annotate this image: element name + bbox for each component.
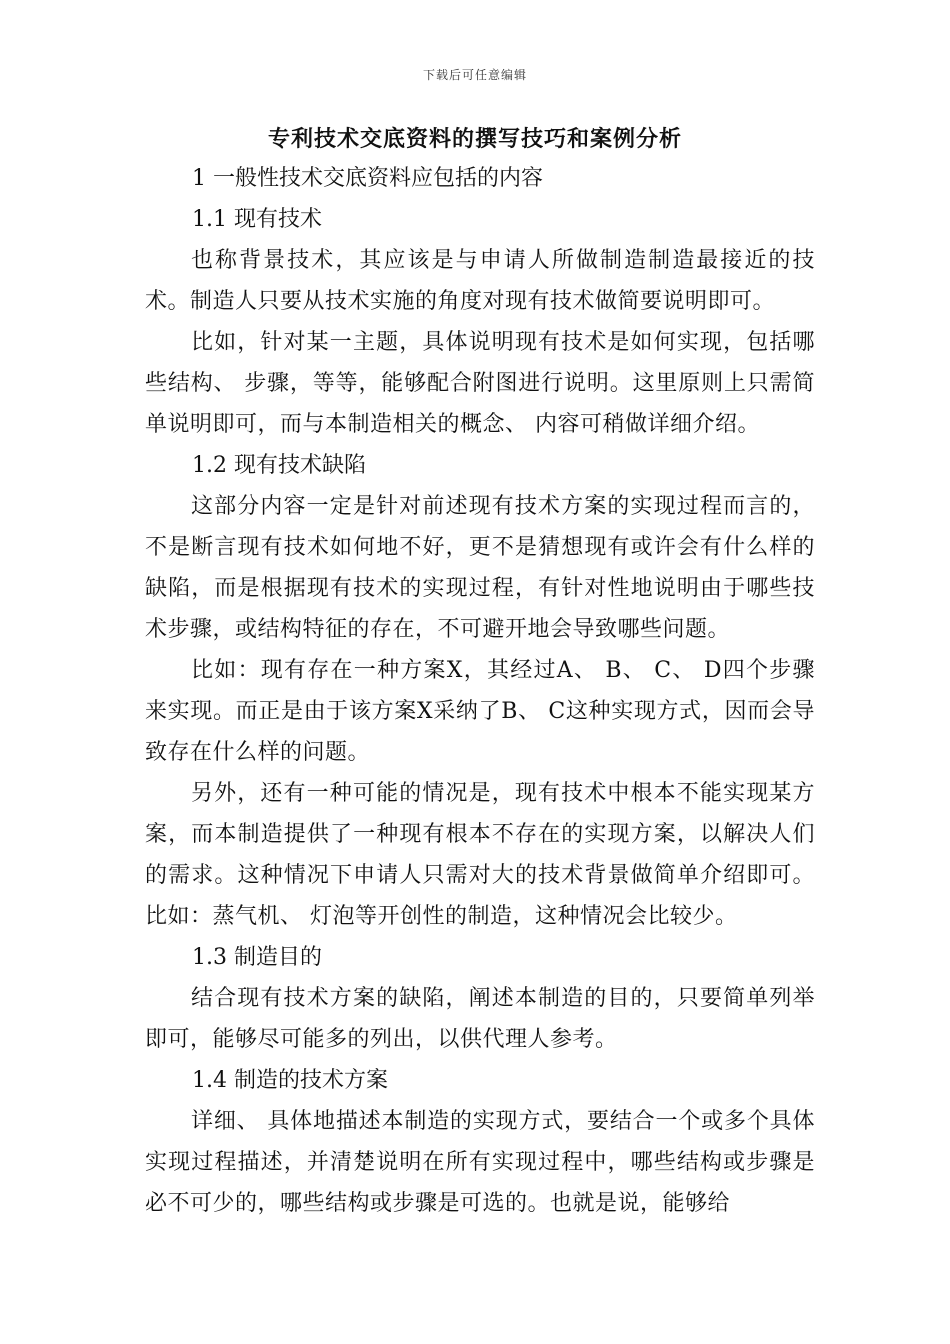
section-heading-1-3: 1.3 制造目的 — [192, 945, 322, 970]
paragraph-example-2: 比如：现有存在一种方案X，其经过A、 B、 C、 D四个步骤来实现。而正是由于该方案X采纳了B、 C这种实现方式，因而会导致存在什么样的问题。 — [145, 658, 815, 765]
section-heading-1-1: 1.1 现有技术 — [192, 207, 322, 232]
document-title: 专利技术交底资料的撰写技巧和案例分析 — [267, 127, 682, 152]
section-heading-1-4: 1.4 制造的技术方案 — [192, 1068, 388, 1093]
paragraph-example-1: 比如，针对某一主题，具体说明现有技术是如何实现，包括哪些结构、 步骤，等等，能够配合附图进行说明。这里原则上只需简单说明即可，而与本制造相关的概念、 内容可稍做详细介绍。 — [145, 330, 815, 437]
section-heading-1: 1 一般性技术交底资料应包括的内容 — [192, 166, 543, 191]
paragraph-other-case: 另外，还有一种可能的情况是，现有技术中根本不能实现某方案，而本制造提供了一种现有根本不存在的实现方案，以解决人们的需求。这种情况下申请人只需对大的技术背景做简单介绍即可。比如：蒸气机、 灯泡等开创性的制造，这种情况会比较少。 — [145, 781, 815, 929]
document-body — [145, 158, 815, 1224]
paragraph-background-tech: 也称背景技术，其应该是与申请人所做制造制造最接近的技术。制造人只要从技术实施的角度对现有技术做简要说明即可。 — [145, 248, 815, 314]
section-heading-1-2: 1.2 现有技术缺陷 — [192, 453, 366, 478]
paragraph-technical-solution: 详细、 具体地描述本制造的实现方式，要结合一个或多个具体实现过程描述，并清楚说明在所有实现过程中，哪些结构或步骤是必不可少的，哪些结构或步骤是可选的。也就是说，能够给 — [145, 1109, 815, 1216]
header-note: 下载后可任意编辑 — [422, 68, 527, 82]
paragraph-purpose: 结合现有技术方案的缺陷，阐述本制造的目的，只要简单列举即可，能够尽可能多的列出，以供代理人参考。 — [145, 986, 815, 1052]
paragraph-defects: 这部分内容一定是针对前述现有技术方案的实现过程而言的，不是断言现有技术如何地不好，更不是猜想现有或许会有什么样的缺陷，而是根据现有技术的实现过程，有针对性地说明由于哪些技术步骤，或结构特征的存在，不可避开地会导致哪些问题。 — [145, 494, 815, 642]
